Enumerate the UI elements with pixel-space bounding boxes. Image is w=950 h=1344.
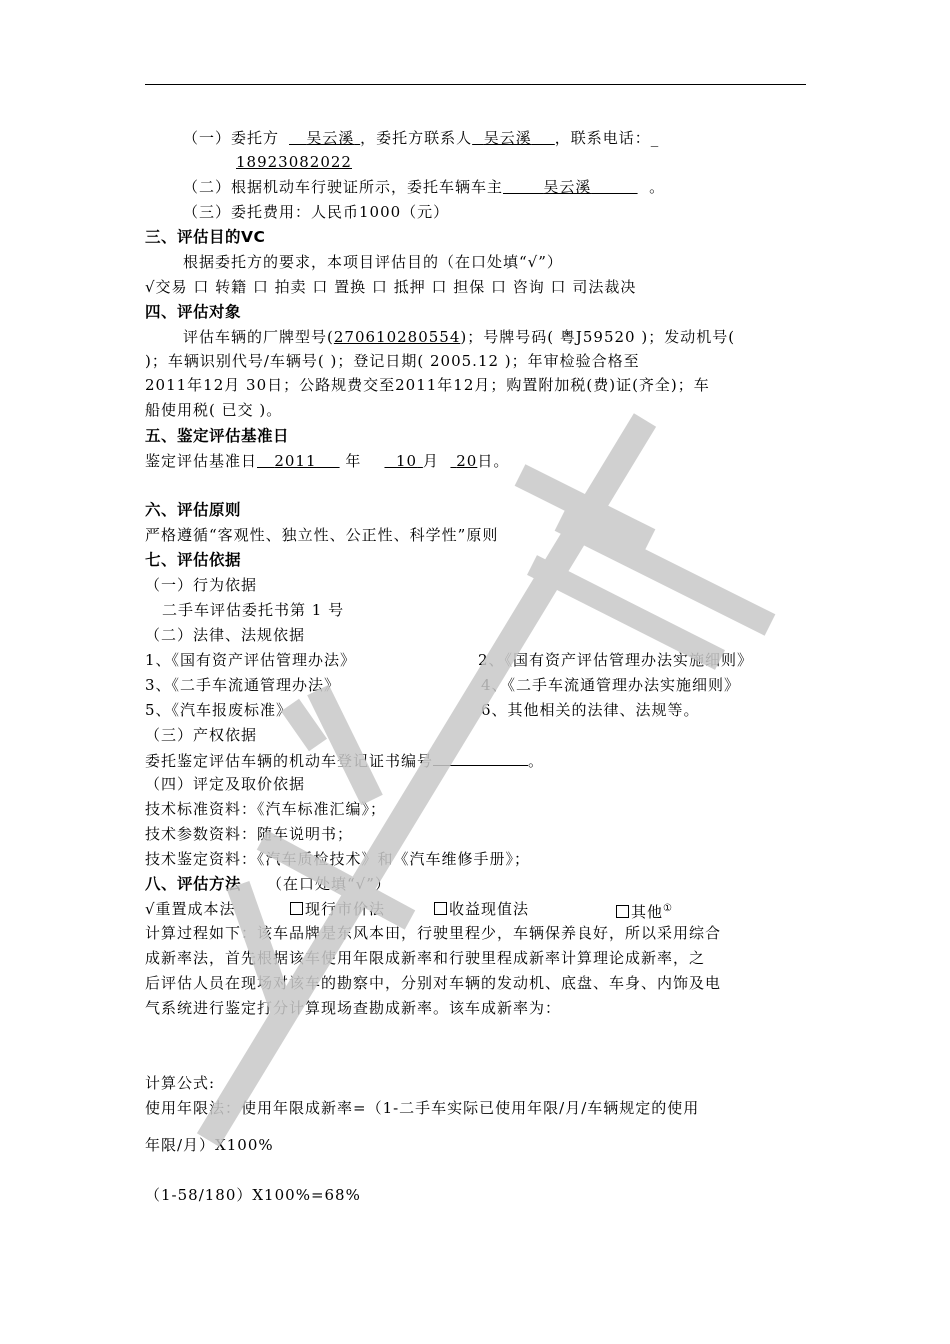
client-name: 吴云溪 (306, 129, 355, 147)
object-line-3: 2011年12月 30日；公路规费交至2011年12月；购置附加税(费)证(齐全)；车 (145, 376, 710, 394)
purpose-options: √交易 口 转籍 口 拍卖 口 置换 口 抵押 口 担保 口 咨询 口 司法裁决 (145, 278, 637, 296)
basis-heading: 七、评估依据 (145, 551, 242, 569)
owner-end: 。 (649, 178, 666, 196)
formula-line: 使用年限法：使用年限成新率=（1-二手车实际已使用年限/月/车辆规定的使用 (145, 1099, 700, 1117)
base-date-heading: 五、鉴定评估基准日 (145, 427, 290, 445)
footnote-mark: ① (663, 903, 673, 914)
property-basis-title: （三）产权依据 (145, 726, 258, 744)
calc-paragraph-line: 后评估人员在现场对该车的勘察中，分别对车辆的发动机、底盘、车身、内饰及电 (145, 974, 722, 992)
base-year: 2011 (274, 452, 317, 470)
method-option: 现行市价法 (290, 899, 385, 919)
law-item: 6、其他相关的法律、法规等。 (481, 701, 700, 719)
act-basis-title: （一）行为依据 (145, 576, 258, 594)
model-label: 评估车辆的厂牌型号( (183, 328, 334, 346)
formula-result: （1-58/180）X100%=68% (145, 1186, 361, 1204)
principle-heading: 六、评估原则 (145, 501, 242, 519)
base-day: 20 (456, 452, 478, 470)
client-line (183, 128, 659, 148)
act-basis-text: 二手车评估委托书第 1 号 (162, 601, 345, 619)
calc-paragraph-line: 成新率法，首先根据该车使用年限成新率和行驶里程成新率计算理论成新率，之 (145, 949, 706, 967)
object-line-2: )；车辆识别代号/车辆号( )；登记日期( 2005.12 )；年审检验合格至 (145, 352, 640, 370)
method-note: （在口处填“√”） (267, 875, 391, 893)
base-date-label: 鉴定评估基准日 (145, 452, 258, 470)
law-item: 5、《汽车报废标准》 (145, 701, 293, 719)
registration-line (145, 750, 544, 771)
object-line-1 (183, 327, 735, 347)
pricing-basis-title: （四）评定及取价依据 (145, 775, 306, 793)
purpose-text: 根据委托方的要求，本项目评估目的（在口处填“√”） (183, 253, 563, 271)
formula-line: 年限/月）X100% (145, 1136, 274, 1154)
contact-name: 吴云溪 (483, 129, 532, 147)
base-month: 10 (396, 452, 418, 470)
checkbox-icon (290, 902, 303, 915)
method-heading: 八、评估方法 (145, 875, 242, 893)
owner-label: （二）根据机动车行驶证所示，委托车辆车主 (183, 178, 504, 196)
object-heading: 四、评估对象 (145, 303, 242, 321)
principle-text: 严格遵循“客观性、独立性、公正性、科学性”原则 (145, 526, 499, 544)
checkbox-icon (616, 905, 629, 918)
year-unit: 年 (345, 452, 362, 470)
phone-number: 18923082022 (236, 153, 352, 171)
calc-paragraph-line: 气系统进行鉴定打分计算现场查勘成新率。该车成新率为： (145, 999, 562, 1017)
registration-end: 。 (528, 752, 545, 770)
formula-title: 计算公式: (145, 1074, 216, 1092)
pricing-basis-line: 技术标准资料：《汽车标准汇编》； (145, 800, 387, 818)
fee-line: （三）委托费用：人民币1000（元） (183, 203, 450, 221)
watermark-stroke (318, 690, 372, 800)
object-line-4: 船使用税( 已交 )。 (145, 401, 283, 419)
watermark-stroke (560, 520, 770, 625)
checkbox-icon (434, 902, 447, 915)
day-unit: 日。 (477, 452, 510, 470)
method-option: 其他① (616, 899, 673, 922)
plate-engine-label: )；号牌号码( 粤J59520 )；发动机号( (460, 328, 736, 346)
law-item: 4、《二手车流通管理办法实施细则》 (481, 676, 741, 694)
method-option: 收益现值法 (434, 899, 529, 919)
law-item: 1、《国有资产评估管理办法》 (145, 651, 357, 669)
method-option: √重置成本法 (145, 900, 236, 918)
pricing-basis-line: 技术参数资料：随车说明书； (145, 825, 354, 843)
watermark-stroke (290, 705, 318, 745)
registration-label: 委托鉴定评估车辆的机动车登记证书编号 (145, 752, 434, 770)
model-number: 270610280554 (333, 328, 461, 346)
pricing-basis-line: 技术鉴定资料：《汽车质检技术》和《汽车维修手册》； (145, 850, 531, 868)
contact-label: ，委托方联系人 (360, 129, 473, 147)
phone-label: ，联系电话：_ (554, 129, 660, 147)
watermark-stroke (532, 565, 720, 660)
law-basis-title: （二）法律、法规依据 (145, 626, 306, 644)
owner-name: 吴云溪 (543, 178, 592, 196)
header-rule (145, 84, 806, 85)
method-heading-line (145, 874, 391, 894)
law-item: 3、《二手车流通管理办法》 (145, 676, 341, 694)
registration-number-blank (433, 750, 528, 766)
watermark-stroke (520, 475, 650, 540)
owner-line (183, 177, 665, 197)
base-date-line (145, 451, 509, 471)
law-item: 2、《国有资产评估管理办法实施细则》 (478, 651, 754, 669)
calc-paragraph-line: 计算过程如下：该车品牌是东风本田，行驶里程少，车辆保养良好，所以采用综合 (145, 924, 722, 942)
purpose-heading: 三、评估目的VC (145, 228, 266, 246)
month-unit: 月 (422, 452, 439, 470)
client-label: （一）委托方 (183, 129, 280, 147)
